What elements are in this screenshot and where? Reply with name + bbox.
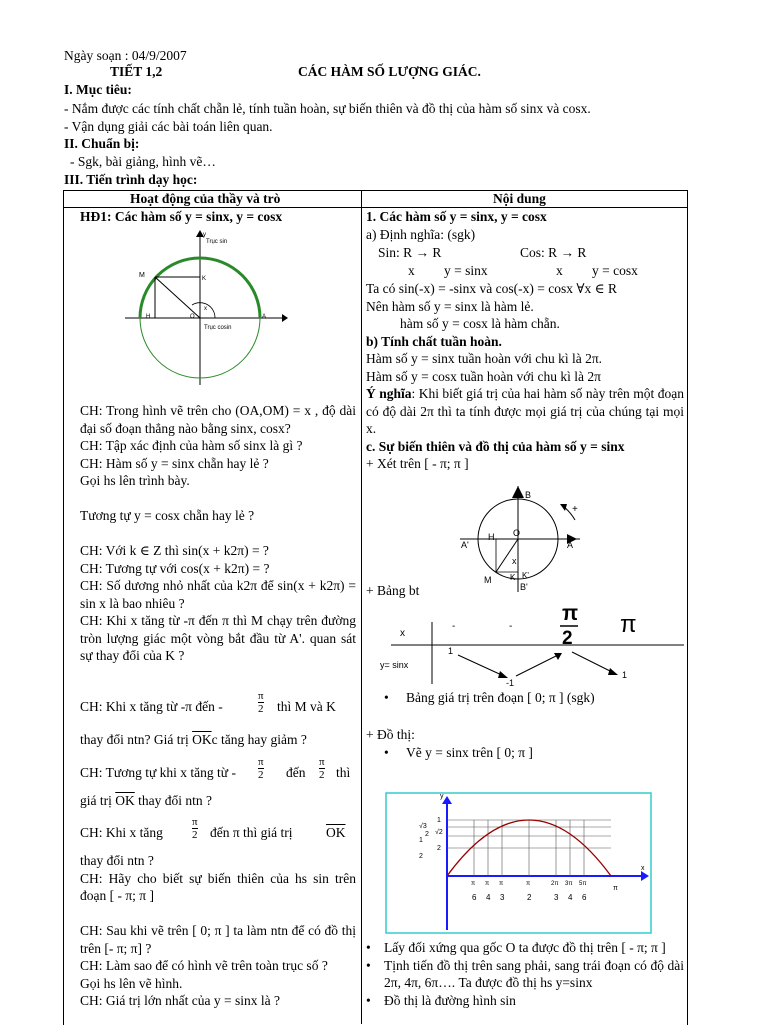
question-ok-change-3: thay đổi ntn ? [80,853,154,868]
variation-value-start: 1 [448,646,454,656]
question-increase-1-tail: thì M và K [277,699,336,714]
graph-tick-sqrt3: √3 [419,823,427,830]
question-parity-sin: CH: Hàm số y = sinx chẵn hay lẻ ? [80,455,269,471]
graph-y-labels [419,793,645,892]
content-block-2 [366,939,684,1009]
table-header-activities: Hoạt động của thầy và trò [130,191,281,206]
sin-mapping-x: x [408,263,415,278]
question-sin-periodic: CH: Với k ∈ Z thì sin(x + k2π) = ? [80,543,269,558]
graph-x-tick-den: 3 [554,893,559,902]
graph-x-label: x [641,865,645,872]
graph-x-tick-num: 3π [565,881,573,887]
content-block-1 [366,280,684,473]
graph-x-tick-den: 4 [486,893,491,902]
translation-bullet: • Tịnh tiến đồ thị trên sang phải, sang trái đoạn có độ dài 2π, 4π, 6π…. Ta được đồ thị hs y=sinx [366,957,684,990]
lesson-period: TIẾT 1,2 [110,64,163,79]
preparation-item: - Sgk, bài giảng, hình vẽ… [70,154,216,169]
question-ok-change-2-tail: thay đổi ntn ? [138,793,212,808]
variation-pi-half-num: π [562,602,579,625]
vector-ok: $\overline{OK}$ [326,825,346,840]
parity-statement: Ta có sin(-x) = -sinx và cos(-x) = cosx ∀x ∈ R [366,281,617,296]
variation-value-end: 1 [622,670,628,680]
graph-bullet-text: • Vẽ y = sinx trên [ 0; π ] [384,745,533,760]
fraction-numerator: π [258,690,264,702]
graph-x-tick-num: 2π [551,881,559,887]
variation-table [366,600,686,688]
sin-mapping-y: y = sinx [444,263,488,278]
label-truc-sin: Trục sin [206,239,228,245]
question-cos-periodic: CH: Tương tự với cos(x + k2π) = ? [80,560,270,576]
question-increase-2-end: thì [336,765,351,780]
graph-tick-pi: π [613,885,618,892]
activity-1-heading: HĐ1: Các hàm số y = sinx, y = cosx [80,209,283,224]
variation-value-min: -1 [506,678,515,688]
cos-mapping-x: x [556,263,563,278]
direction-arrow [560,504,567,511]
question-ok-change-2-text: giá trị [80,793,112,808]
variation-dash: - [509,621,513,632]
question-min-period: CH: Số dương nhỏ nhất của k2π để sin(x + k2π) = sin x là bao nhiêu ? [80,578,356,611]
objective-item: - Vận dụng giải các bài toán liên quan. [64,119,273,134]
graph-tick-1: 1 [437,817,441,824]
vector-ok: $\overline{OK}$ [115,793,135,808]
graph-tick-sqrt2: √2 [435,829,443,836]
table-column-divider [361,190,362,1024]
consider-interval: + Xét trên [ - π; π ] [366,456,469,471]
graph-tick-2: 2 [425,831,429,838]
graph-x-tick-den: 4 [568,893,573,902]
meaning-text: : Khi biết giá trị của hai hàm số này trên một đoạn có độ dài 2π thì ta tính được mọi giá trị của chúng tại mọi x. [366,386,684,436]
sine-wave-text: Đồ thị là đường hình sin [384,992,516,1008]
meaning-label: Ý nghĩa [366,386,412,401]
question-max-value: CH: Giá trị lớn nhất của y = sinx là ? [80,993,280,1008]
fraction-denominator: 2 [258,769,264,781]
sine-graph [385,792,653,935]
prep-date: Ngày soạn : 04/9/2007 [64,48,187,63]
translation-text: Tịnh tiến đồ thị trên sang phải, sang trái đoạn có độ dài 2π, 4π, 6π…. Ta được đồ thị hs y=sinx [384,957,684,990]
label-A: A [567,540,574,550]
cos-mapping: Cos: R → R [520,245,587,260]
question-block-2 [80,852,356,1010]
question-block-1 [80,402,356,665]
graph-x-tick-num: π [499,881,504,887]
label-A-prime: A' [461,540,469,550]
label-K: K [510,573,516,582]
variation-pi: π [620,611,637,638]
value-table-text: • Bảng giá trị trên đoạn [ 0; π ] (sgk) [384,690,595,705]
label-K: K [202,276,207,282]
graph-x-tick-num: π [485,881,490,887]
label-A: A [262,314,267,320]
meaning-paragraph [366,385,684,438]
label-x: x [512,556,517,566]
question-variation: CH: Hãy cho biết sự biến thiên của hs sin trên đoạn [ - π; π ] [80,870,356,903]
label-B: B [525,490,532,500]
cos-mapping-y: y = cosx [592,263,638,278]
graph-label: + Đồ thị: [366,727,415,742]
periodicity-heading: b) Tính chất tuần hoàn. [366,333,502,349]
fraction-pi-over-2 [258,756,264,781]
value-table-bullet [384,690,595,706]
fraction-pi-over-2 [258,690,264,715]
table-header-content: Nội dung [493,191,546,206]
symmetry-bullet: • Lấy đối xứng qua gốc O ta được đồ thị trên [ - π; π ] [366,940,666,955]
question-ok-change [80,732,307,748]
label-x-angle: x [204,306,207,312]
label-H: H [146,314,151,320]
fraction-numerator: π [319,756,325,768]
section-preparation-heading: II. Chuẩn bị: [64,136,140,151]
graph-x-tick-den: 3 [500,893,505,902]
graph-x-ticks [471,881,586,887]
question-domain: CH: Tập xác định của hàm số sinx là gì ? [80,438,303,453]
variation-arrow-up [516,654,560,676]
graph-frame [386,793,651,933]
graph-x-tick-num: 5π [579,881,587,887]
label-truc-cosin: Trục cosin [204,325,232,331]
question-ok-change-text: thay đổi ntn? Giá trị [80,732,189,747]
graph-x-tick-num: π [471,881,476,887]
label-O: O [190,314,195,320]
fraction-numerator: π [258,756,264,768]
variation-arrowhead [498,671,508,678]
graph-tick-half-num: 1 [419,837,423,844]
objective-item: - Nắm được các tính chất chẵn lẻ, tính tuần hoàn, sự biến thiên và đồ thị của hàm số sinx và cosx. [64,101,591,116]
question-parity-cos: Tương tự y = cosx chẵn hay lẻ ? [80,508,255,523]
sine-wave-bullet: • Đồ thị là đường hình sin [366,992,516,1008]
question-ok-change-2 [80,793,212,809]
variation-arrowhead [608,668,618,675]
question-oa-om: CH: Trong hình vẽ trên cho (OA,OM) = x , độ dài đại số đoạn thẳng nào bằng sinx, cosx? [80,403,356,436]
fraction-denominator: 2 [192,829,198,841]
sin-period: Hàm số y = sinx tuần hoàn với chu kì là 2π. [366,351,603,366]
question-increase-2: CH: Tương tự khi x tăng từ - [80,765,236,780]
graph-y-arrow [442,796,452,804]
label-plus: + [572,504,578,515]
instruction-present: Gọi hs lên trình bày. [80,473,190,488]
graph-x-tick-den: 6 [472,893,477,902]
variation-dash: - [452,621,456,632]
graph-tick-2b: 2 [437,845,441,852]
content-heading-1: 1. Các hàm số y = sinx, y = cosx [366,209,547,224]
question-increase-1 [80,699,223,715]
fraction-denominator: 2 [258,703,264,715]
x-axis-arrow [282,314,288,322]
variation-table-label: + Bảng bt [366,583,420,598]
graph-y-label: y [440,793,444,800]
question-increase-1-text: CH: Khi x tăng từ -π đến - [80,699,223,714]
vector-ok: $\overline{OK}$ [192,732,212,747]
sin-mapping: Sin: R → R [378,245,442,260]
graph-x-tick-den: 2 [527,893,532,902]
fraction-denominator: 2 [319,769,325,781]
variation-arrow-down [458,655,506,677]
question-increase-3-mid: đến π thì giá trị [210,825,293,840]
question-whole-axis: CH: Làm sao để có hình vẽ trên toàn trục số ? [80,958,328,973]
table-header-divider [63,207,687,208]
fraction-numerator: π [192,816,198,828]
symmetry-text: Lấy đối xứng qua gốc O ta được đồ thị trên [ - π; π ] [384,940,666,955]
label-K-prime: K' [522,571,529,580]
label-B-prime: B' [520,582,528,592]
section-procedure-heading: III. Tiến trình dạy học: [64,172,198,187]
trig-circle-figure [455,482,595,597]
sin-odd: Nên hàm số y = sinx là hàm lẻ. [366,298,534,314]
label-y-axis: y [203,232,206,238]
lesson-title: CÁC HÀM SỐ LƯỢNG GIÁC. [298,64,481,79]
section-objectives-heading: I. Mục tiêu: [64,82,132,97]
graph-x-arrow [641,871,649,881]
definition-label: a) Định nghĩa: (sgk) [366,227,476,242]
instruction-draw: Gọi hs lên vẽ hình. [80,975,183,991]
radius-om [155,277,200,318]
question-increase-2-mid: đến [286,765,306,780]
graph-x-denominators [472,893,587,902]
unit-circle-figure [120,225,290,390]
fraction-pi-over-2 [319,756,325,781]
graph-bullet [384,745,533,761]
variation-x-label: x [400,628,405,639]
graph-x-tick-den: 6 [582,893,587,902]
label-M: M [484,575,492,585]
cos-even: hàm số y = cosx là hàm chẵn. [400,316,560,331]
question-symmetry: CH: Sau khi vẽ trên [ 0; π ] ta làm ntn để có đồ thị trên [- π; π] ? [80,923,356,956]
label-O: O [513,528,521,538]
label-M: M [139,272,145,279]
question-circle-motion: CH: Khi x tăng từ -π đến π thì M chạy trên đường tròn lượng giác một vòng bắt đầu từ A'. quan sát sự thay đổi của K ? [80,613,356,663]
variation-pi-half-den: 2 [562,628,573,649]
variation-heading: c. Sự biến thiên và đồ thị của hàm số y = sinx [366,438,625,454]
cos-period: Hàm số y = cosx tuần hoàn với chu kì là 2π [366,368,601,384]
label-H: H [488,532,495,542]
graph-x-tick-num: π [526,881,531,887]
graph-tick-half-den: 2 [419,853,423,860]
question-increase-3: CH: Khi x tăng [80,825,163,840]
question-ok-change-tail: c tăng hay giảm ? [211,732,307,747]
fraction-pi-over-2 [192,816,198,841]
variation-y-label: y= sinx [380,660,409,670]
vertical-axis-arrow [512,486,524,498]
